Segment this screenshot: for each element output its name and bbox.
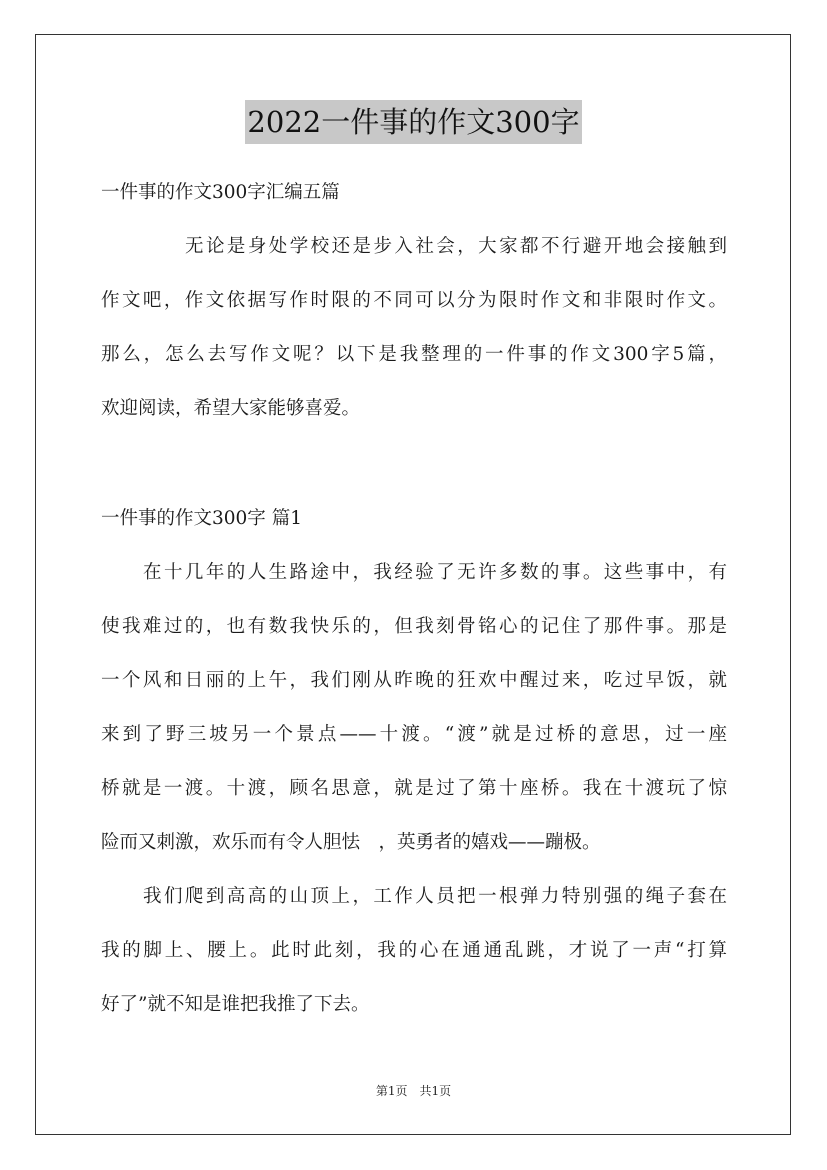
intro-line-1: 无论是身处学校还是步入社会，大家都不行避开地会接触到 <box>185 236 727 257</box>
body-line-4: 来到了野三坡另一个景点——十渡。“渡”就是过桥的意思，过一座 <box>101 724 727 745</box>
body-line-1: 在十几年的人生路途中，我经验了无许多数的事。这些事中，有 <box>143 562 727 583</box>
body-line-9: 好了”就不知是谁把我推了下去。 <box>101 994 370 1015</box>
body-line-7: 我们爬到高高的山顶上，工作人员把一根弹力特别强的绳子套在 <box>143 886 727 907</box>
body-line-8: 我的脚上、腰上。此时此刻，我的心在通通乱跳，才说了一声“打算 <box>101 940 727 961</box>
page-footer: 第1页 共1页 <box>375 1084 452 1098</box>
intro-line-2: 作文吧，作文依据写作时限的不同可以分为限时作文和非限时作文。 <box>101 290 727 311</box>
body-line-2: 使我难过的，也有数我快乐的，但我刻骨铭心的记住了那件事。那是 <box>101 616 727 637</box>
section-heading: 一件事的作文300字 篇1 <box>101 508 302 529</box>
intro-line-4: 欢迎阅读，希望大家能够喜爱。 <box>101 398 361 419</box>
title-container <box>0 100 827 144</box>
body-line-6: 险而又刺激，欢乐而有令人胆怯 ，英勇者的嬉戏——蹦极。 <box>101 832 601 853</box>
body-line-3: 一个风和日丽的上午，我们刚从昨晚的狂欢中醒过来，吃过早饭，就 <box>101 670 727 691</box>
body-line-5: 桥就是一渡。十渡，顾名思意，就是过了第十座桥。我在十渡玩了惊 <box>101 778 727 799</box>
document-title: 2022一件事的作文300字 <box>245 100 581 144</box>
document-subtitle: 一件事的作文300字汇编五篇 <box>101 182 340 203</box>
intro-line-3: 那么，怎么去写作文呢？以下是我整理的一件事的作文300字5篇， <box>101 344 727 365</box>
